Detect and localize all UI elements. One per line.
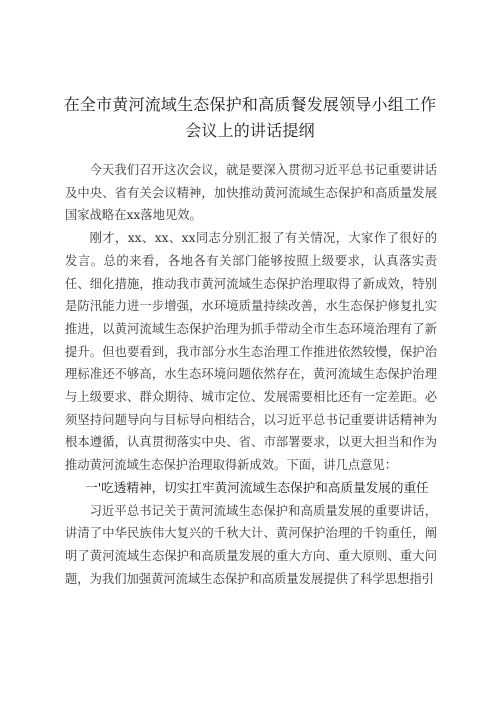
document-body — [65, 159, 437, 590]
document-title: 在全市黄河流域生态保护和高质餐发展领导小组工作会议上的讲话提纲 — [63, 95, 437, 140]
paragraph-summary: 刚才，xx、xx、xx同志分别汇报了有关情况，大家作了很好的发言。总的来看，各地各有关部门能够按照上级要求，认真落实责任、细化措施，推动我市黄河流域生态保护治理取得了新成效，特别是防汛能力进一步增强，水环境质量持续改善，水生态保护修复扎实推进，以黄河流域生态保护治理为抓手带动全市生态环境治理有了新提升。但也要看到，我市部分水生态治理工作推进依然较慢，保护治理标准还不够高，水生态环境问题依然存在，黄河流域生态保护治理与上级要求、群众期待、城市定位、发展需要相比还有一定差距。必须坚持问题导向与目标导向相结合，以习近平总书记重要讲话精神为根本遵循，认真贯彻落实中央、省、市部署要求，以更大担当和作为推动黄河流域生态保护治理取得新成效。下面，讲几点意见： — [65, 231, 437, 473]
section-heading: 一'吃透精神，切实扛牢黄河流域生态保护和高质量发展的重任 — [85, 479, 429, 495]
paragraph-opening: 今天我们召开这次会议，就是要深入贯彻习近平总书记重要讲话及中央、省有关会议精神，加快推动黄河流域生态保护和高质量发展国家战略在xx落地见效。 — [65, 163, 437, 223]
section-paragraph: 习近平总书记关于黄河流域生态保护和高质量发展的重要讲话，讲清了中华民族伟大复兴的千秋大计、黄河保护治理的千钧重任，阐明了黄河流域生态保护和高质量发展的重大方向、重大原则、重大问题，为我们加强黄河流域生态保护和高质量发展提供了科学思想指引 — [65, 503, 437, 586]
